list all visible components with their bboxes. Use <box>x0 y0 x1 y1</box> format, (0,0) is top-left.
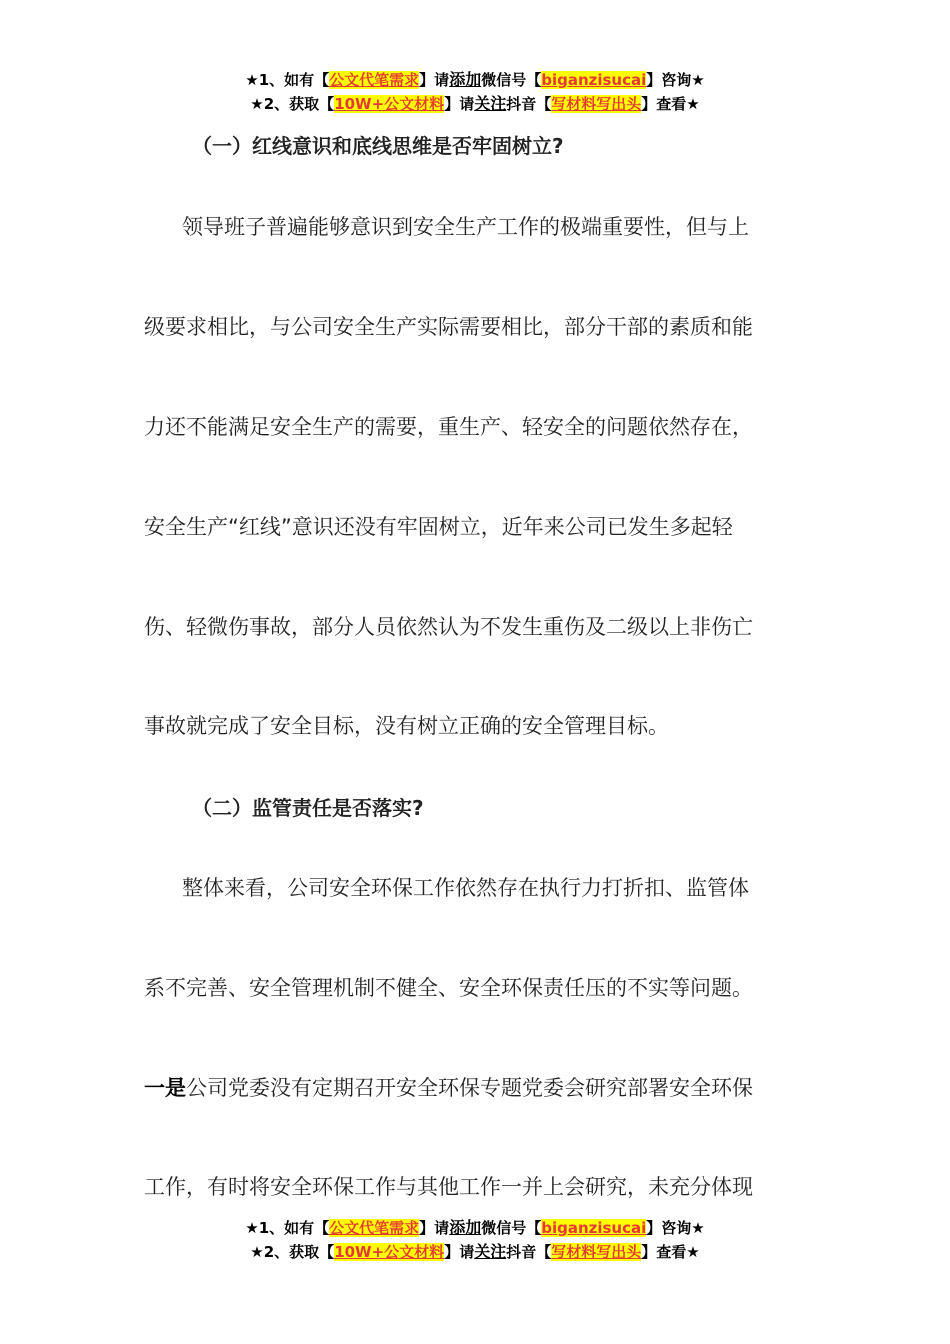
point-1-text: 公司党委没有定期召开安全环保专题党委会研究部署安全环保 <box>186 1076 753 1100</box>
banner-underline-follow: 关注 <box>474 94 507 113</box>
banner-text: 微信号【 <box>481 71 542 89</box>
banner-text: ★1、如有【 <box>245 71 330 89</box>
banner-line-1 <box>0 68 950 92</box>
banner-highlight-douyin[interactable]: 写材料写出头 <box>551 1243 642 1261</box>
banner-underline-add: 添加 <box>449 1218 482 1237</box>
section-1-line: 领导班子普遍能够意识到安全生产工作的极端重要性，但与上 <box>182 215 749 239</box>
banner-text: 】请 <box>444 1243 475 1261</box>
banner-text: ★2、获取【 <box>250 1243 335 1261</box>
section-2-line: 系不完善、安全管理机制不健全、安全环保责任压的不实等问题。 <box>144 976 753 1000</box>
point-1-lead: 一是 <box>144 1076 186 1100</box>
banner-text: ★2、获取【 <box>250 95 335 113</box>
banner-text: 】查看★ <box>641 95 700 113</box>
section-1-line: 事故就完成了安全目标，没有树立正确的安全管理目标。 <box>144 714 669 738</box>
point-1-line <box>144 1072 794 1102</box>
banner-highlight-materials[interactable]: 10W+公文材料 <box>334 95 445 113</box>
section-1-line: 安全生产“红线”意识还没有牢固树立，近年来公司已发生多起轻 <box>144 515 733 539</box>
banner-highlight-ghostwriting[interactable]: 公文代笔需求 <box>329 71 420 89</box>
banner-underline-add: 添加 <box>449 70 482 89</box>
banner-line-2 <box>0 1240 950 1264</box>
point-1-line-2: 工作，有时将安全环保工作与其他工作一并上会研究，未充分体现 <box>144 1175 753 1199</box>
banner-text: 】查看★ <box>641 1243 700 1261</box>
banner-highlight-wechat-id[interactable]: biganzisucai <box>541 1219 647 1237</box>
banner-text: 】请 <box>444 95 475 113</box>
banner-line-1 <box>0 1216 950 1240</box>
banner-text: 】咨询★ <box>646 71 705 89</box>
banner-highlight-ghostwriting[interactable]: 公文代笔需求 <box>329 1219 420 1237</box>
banner-text: ★1、如有【 <box>245 1219 330 1237</box>
banner-text: 】请 <box>419 1219 450 1237</box>
section-1-line: 伤、轻微伤事故，部分人员依然认为不发生重伤及二级以上非伤亡 <box>144 615 753 639</box>
banner-underline-follow: 关注 <box>474 1242 507 1261</box>
banner-text: 】请 <box>419 71 450 89</box>
banner-text: 】咨询★ <box>646 1219 705 1237</box>
banner-highlight-wechat-id[interactable]: biganzisucai <box>541 71 647 89</box>
section-2-line: 整体来看，公司安全环保工作依然存在执行力打折扣、监管体 <box>182 876 749 900</box>
banner-text: 抖音【 <box>506 1243 552 1261</box>
banner-highlight-materials[interactable]: 10W+公文材料 <box>334 1243 445 1261</box>
top-banner <box>0 68 950 116</box>
section-1-line: 力还不能满足安全生产的需要，重生产、轻安全的问题依然存在， <box>144 415 753 439</box>
section-1-line: 级要求相比，与公司安全生产实际需要相比，部分干部的素质和能 <box>144 315 753 339</box>
section-1-heading: （一）红线意识和底线思维是否牢固树立? <box>192 134 564 158</box>
bottom-banner <box>0 1216 950 1264</box>
section-2-heading: （二）监管责任是否落实? <box>192 796 424 820</box>
banner-line-2 <box>0 92 950 116</box>
banner-text: 微信号【 <box>481 1219 542 1237</box>
banner-text: 抖音【 <box>506 95 552 113</box>
banner-highlight-douyin[interactable]: 写材料写出头 <box>551 95 642 113</box>
